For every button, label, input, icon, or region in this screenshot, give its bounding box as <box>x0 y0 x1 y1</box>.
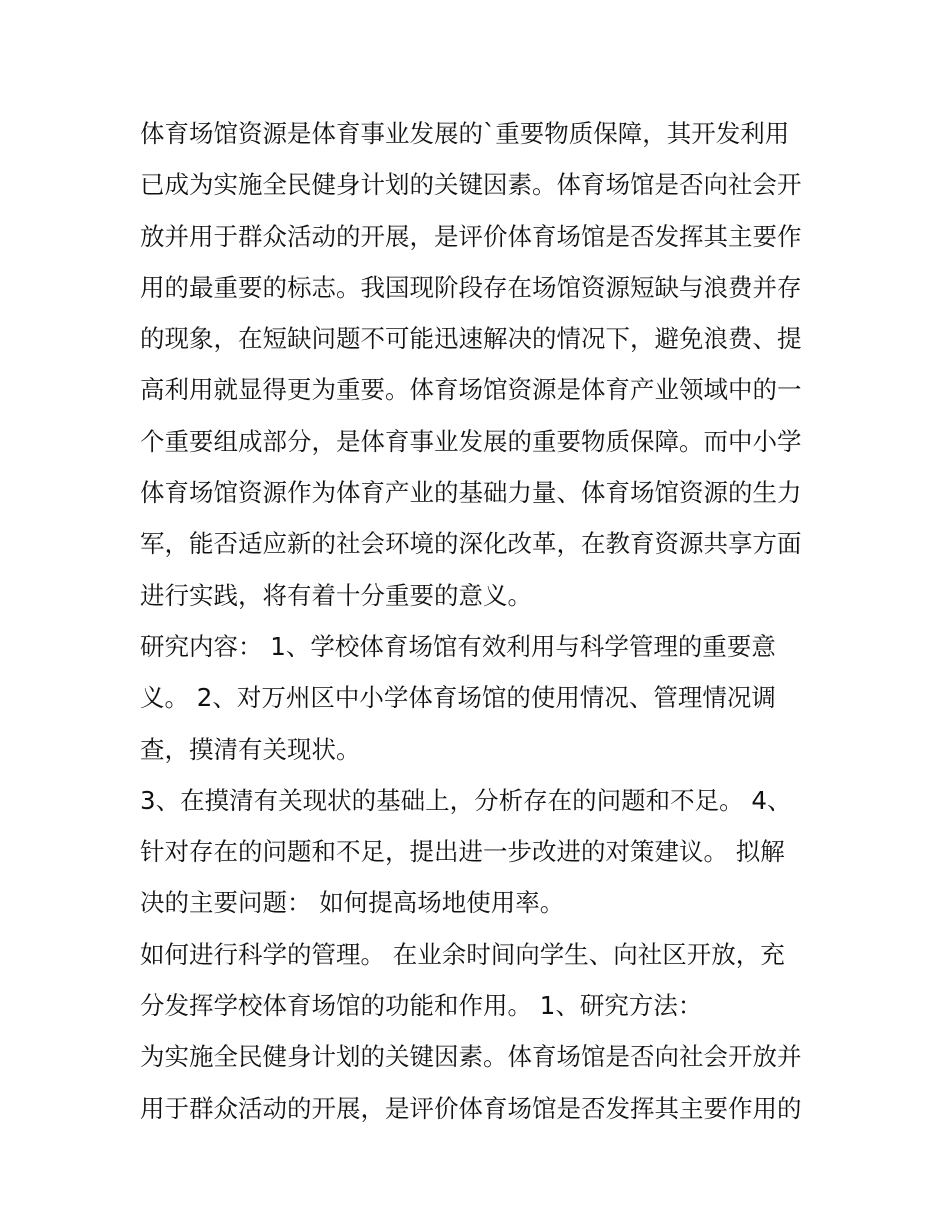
text-line: 分发挥学校体育场馆的功能和作用。 1、研究方法： <box>140 991 703 1021</box>
paragraph-research-content <box>140 621 815 775</box>
text-line: 针对存在的问题和不足，提出进一步改进的对策建议。 拟解 <box>140 837 785 867</box>
paragraph-management <box>140 929 815 1032</box>
text-line: 进行实践，将有着十分重要的意义。 <box>140 580 532 610</box>
paragraph-analysis <box>140 775 815 929</box>
text-line: 体育场馆资源是体育事业发展的`重要物质保障，其开发利用 <box>140 119 790 148</box>
text-line: 义。 2、对万州区中小学体育场馆的使用情况、管理情况调 <box>140 683 776 713</box>
text-line: 军，能否适应新的社会环境的深化改革，在教育资源共享方面 <box>140 529 802 559</box>
text-line: 查，摸清有关现状。 <box>140 734 361 764</box>
text-line: 用于群众活动的开展，是评价体育场馆是否发挥其主要作用的 <box>140 1093 802 1123</box>
text-line: 研究内容： 1、学校体育场馆有效利用与科学管理的重要意 <box>140 631 776 661</box>
document-body <box>140 108 815 1134</box>
paragraph-repeat <box>140 1031 815 1134</box>
text-line: 3、在摸清有关现状的基础上，分析存在的问题和不足。 4、 <box>140 785 792 815</box>
text-line: 如何进行科学的管理。 在业余时间向学生、向社区开放，充 <box>140 939 785 969</box>
text-line: 个重要组成部分，是体育事业发展的重要物质保障。而中小学 <box>140 426 802 456</box>
text-line: 高利用就显得更为重要。体育场馆资源是体育产业领域中的一 <box>140 375 802 405</box>
text-line: 已成为实施全民健身计划的关键因素。体育场馆是否向社会开 <box>140 170 802 200</box>
text-line: 决的主要问题： 如何提高场地使用率。 <box>140 888 565 918</box>
text-line: 用的最重要的标志。我国现阶段存在场馆资源短缺与浪费并存 <box>140 272 802 302</box>
paragraph-intro <box>140 108 815 621</box>
text-line: 为实施全民健身计划的关键因素。体育场馆是否向社会开放并 <box>140 1042 802 1072</box>
text-line: 的现象，在短缺问题不可能迅速解决的情况下，避免浪费、提 <box>140 324 802 354</box>
text-line: 放并用于群众活动的开展，是评价体育场馆是否发挥其主要作 <box>140 221 802 251</box>
text-line: 体育场馆资源作为体育产业的基础力量、体育场馆资源的生力 <box>140 478 802 508</box>
